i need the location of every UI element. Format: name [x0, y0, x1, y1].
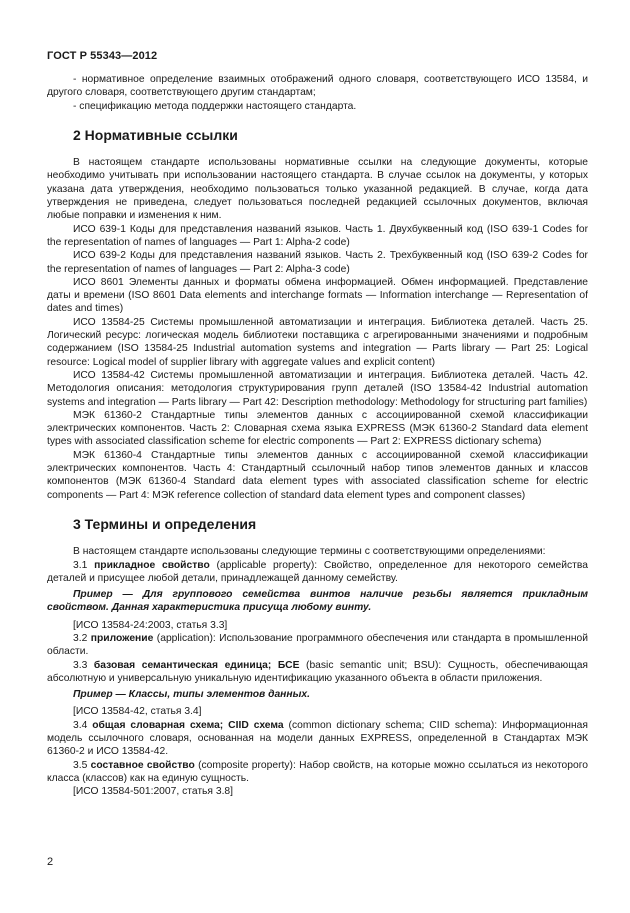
reference-item: МЭК 61360-4 Стандартные типы элементов данных с ассоциированной схемой классификации электрических компонентов. Часть 4: Стандартный ссылочный набор типов элементов данных и классов компонентов (МЭК 61360-4 Standard data element types with associated classification scheme for electric components — Part 4: МЭК reference collection of standard data element types and component classes): [47, 449, 588, 501]
example-1: Пример — Для группового семейства винтов наличие резьбы является прикладным свойством. Данная характеристика присуща любому винту.: [47, 589, 588, 614]
term-definition: (application): Использование программного обеспечения или стандарта в промышленной области.: [47, 632, 588, 658]
section-3-heading: 3 Термины и определения: [73, 515, 257, 532]
term-3-3: [47, 659, 588, 686]
term-number: 3.1: [73, 559, 95, 571]
section-2-heading: 2 Нормативные ссылки: [73, 126, 238, 143]
source-ref-2: [ИСО 13584-42, статья 3.4]: [73, 706, 202, 718]
term-number: 3.3: [73, 659, 94, 671]
reference-item: ИСО 13584-25 Системы промышленной автоматизации и интеграция. Библиотека деталей. Часть 25. Логический ресурс: логическая модель библиотеки поставщика с агрегированными значениями и подробным содержанием (ISO 13584-25 Industrial automation systems and integration — Parts library — Part 25: Logical resource: Logical model of supplier library with aggregate values and explicit content): [47, 316, 588, 368]
example-2: Пример — Классы, типы элементов данных.: [73, 689, 310, 701]
reference-item: МЭК 61360-2 Стандартные типы элементов данных с ассоциированной схемой классификации электрических компонентов. Часть 2: Словарная схема языка EXPRESS (МЭК 61360-2 Standard data element types with associated classification scheme for electric components — Part 2: EXPRESS dictionary schema): [47, 409, 588, 448]
term-name: базовая семантическая единица; БСЕ: [93, 659, 300, 671]
document-body: [47, 73, 588, 799]
term-name: составное свойство: [90, 759, 195, 771]
term-definition: (composite property): Набор свойств, на которые можно ссылаться из некоторого класса (классов) как на единую сущность.: [47, 759, 588, 784]
reference-item: ИСО 639-2 Коды для представления названий языков. Часть 2. Трехбуквенный код (ISO 639-2 Codes for the representation of names of languages — Part 2: Alpha-3 code): [47, 250, 588, 275]
reference-item: ИСО 639-1 Коды для представления названий языков. Часть 1. Двухбуквенный код (ISO 639-1 Codes for the representation of names of languages — Part 1: Alpha-2 code): [47, 223, 588, 248]
reference-item: ИСО 8601 Элементы данных и форматы обмена информацией. Обмен информацией. Представление даты и времени (ISO 8601 Data elements and interchange formats — Information interchange — Representation of dates and times): [47, 276, 588, 315]
source-ref-3: [ИСО 13584-501:2007, статья 3.8]: [73, 786, 234, 798]
intro-item-1: - нормативное определение взаимных отображений одного словаря, соответствующего ИСО 13584, и другого словаря, соответствующего другим стандартам;: [47, 74, 588, 99]
term-number: 3.5: [73, 759, 91, 771]
intro-item-2: - спецификацию метода поддержки настоящего стандарта.: [73, 100, 357, 112]
term-definition: (applicable property): Свойство, определенное для некоторого семейства деталей и присущее любой детали, принадлежащей данному семейству.: [47, 559, 588, 584]
term-name: приложение: [90, 632, 154, 644]
section-2-intro: В настоящем стандарте использованы нормативные ссылки на следующие документы, которые необходимо учитывать при использовании настоящего стандарта. В случае ссылок на документы, у которых указана дата утверждения, необходимо пользоваться только указанной редакцией. В случае, когда дата утверждения не приведена, следует пользоваться последней редакцией ссылочных документов, включая любые поправки и изменения к ним.: [47, 157, 588, 222]
section-3-intro: В настоящем стандарте использованы следующие термины с соответствующими определениями:: [73, 546, 546, 558]
term-definition: (basic semantic unit; BSU): Сущность, обеспечивающая абсолютную и универсальную уникальную идентификацию указанного объекта в области приложения.: [47, 659, 588, 684]
source-ref-1: [ИСО 13584-24:2003, статья 3.3]: [73, 619, 228, 631]
term-name: прикладное свойство: [94, 559, 210, 571]
document-header: ГОСТ Р 55343—2012: [47, 50, 158, 62]
term-3-2: [47, 632, 588, 659]
term-number: 3.2: [73, 632, 91, 644]
page-number: 2: [47, 856, 54, 868]
term-3-4: [47, 719, 588, 759]
reference-item: ИСО 13584-42 Системы промышленной автоматизации и интеграция. Библиотека деталей. Часть 42. Методология описания: методология структурирования групп деталей (ISO 13584-42 Industrial automation systems and integration — Parts library — Part 42: Description methodology: Methodology for structuring part families): [47, 369, 588, 408]
term-number: 3.4: [73, 719, 93, 731]
term-3-5: [47, 759, 588, 786]
term-3-1: [47, 559, 588, 586]
term-name: общая словарная схема; CIID схема: [92, 719, 284, 731]
term-definition: (common dictionary schema; CIID schema): Информационная модель ссылочного словаря, основанная на модели данных EXPRESS, определенной в Стандартах МЭК 61360-2 и ИСО 13584-42.: [47, 719, 588, 758]
